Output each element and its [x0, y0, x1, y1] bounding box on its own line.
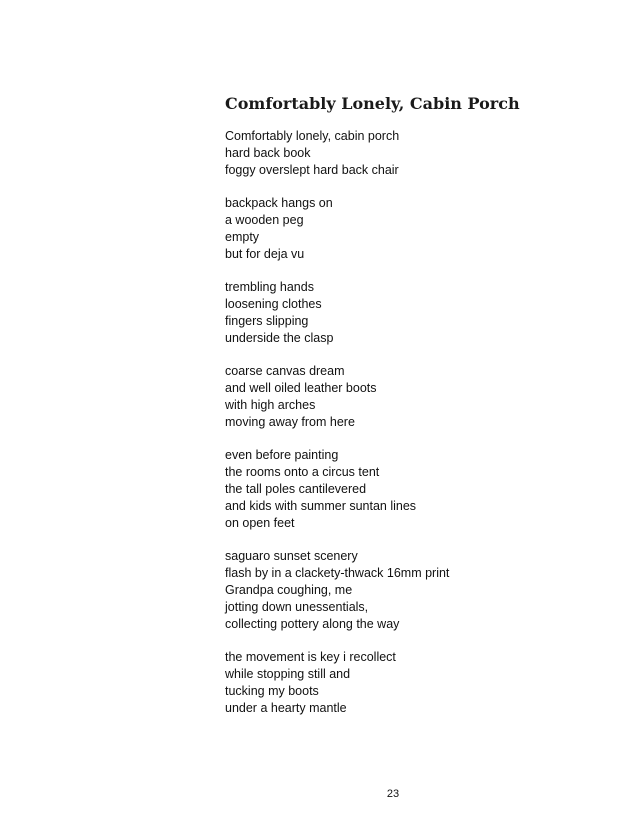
poem-line: but for deja vu	[225, 247, 305, 261]
poem-line: Grandpa coughing, me	[225, 583, 353, 597]
poem-line: the movement is key i recollect	[225, 650, 396, 664]
poem-line: and kids with summer suntan lines	[225, 499, 417, 513]
stanza-5	[225, 447, 585, 532]
stanza-2	[225, 195, 585, 263]
poem-line: trembling hands	[225, 280, 314, 294]
poem-line: Comfortably lonely, cabin porch	[225, 129, 400, 143]
poem-line: jotting down unessentials,	[225, 600, 369, 614]
poem-line: coarse canvas dream	[225, 364, 345, 378]
poem-line: under a hearty mantle	[225, 701, 347, 715]
poem-line: a wooden peg	[225, 213, 304, 227]
stanza-7	[225, 649, 585, 717]
poem-line: loosening clothes	[225, 297, 322, 311]
stanza-1	[225, 128, 585, 179]
poem-line: flash by in a clackety-thwack 16mm print	[225, 566, 450, 580]
poem-line: empty	[225, 230, 260, 244]
poem-line: and well oiled leather boots	[225, 381, 377, 395]
poem-title: Comfortably Lonely, Cabin Porch	[225, 94, 520, 113]
poem-line: with high arches	[225, 398, 316, 412]
poem-line: underside the clasp	[225, 331, 334, 345]
page-number: 23	[386, 788, 400, 800]
poem-line: foggy overslept hard back chair	[225, 163, 399, 177]
poem-line: backpack hangs on	[225, 196, 333, 210]
poem-line: the rooms onto a circus tent	[225, 465, 380, 479]
poem-line: tucking my boots	[225, 684, 319, 698]
stanza-6	[225, 548, 585, 633]
poem-body	[225, 128, 585, 733]
poem-line: saguaro sunset scenery	[225, 549, 358, 563]
poem-line: moving away from here	[225, 415, 355, 429]
poem-line: on open feet	[225, 516, 295, 530]
poem-line: the tall poles cantilevered	[225, 482, 367, 496]
poem-line: collecting pottery along the way	[225, 617, 400, 631]
poem-line: even before painting	[225, 448, 339, 462]
poem-line: fingers slipping	[225, 314, 309, 328]
poem-line: hard back book	[225, 146, 311, 160]
stanza-4	[225, 363, 585, 431]
poem-line: while stopping still and	[225, 667, 351, 681]
stanza-3	[225, 279, 585, 347]
